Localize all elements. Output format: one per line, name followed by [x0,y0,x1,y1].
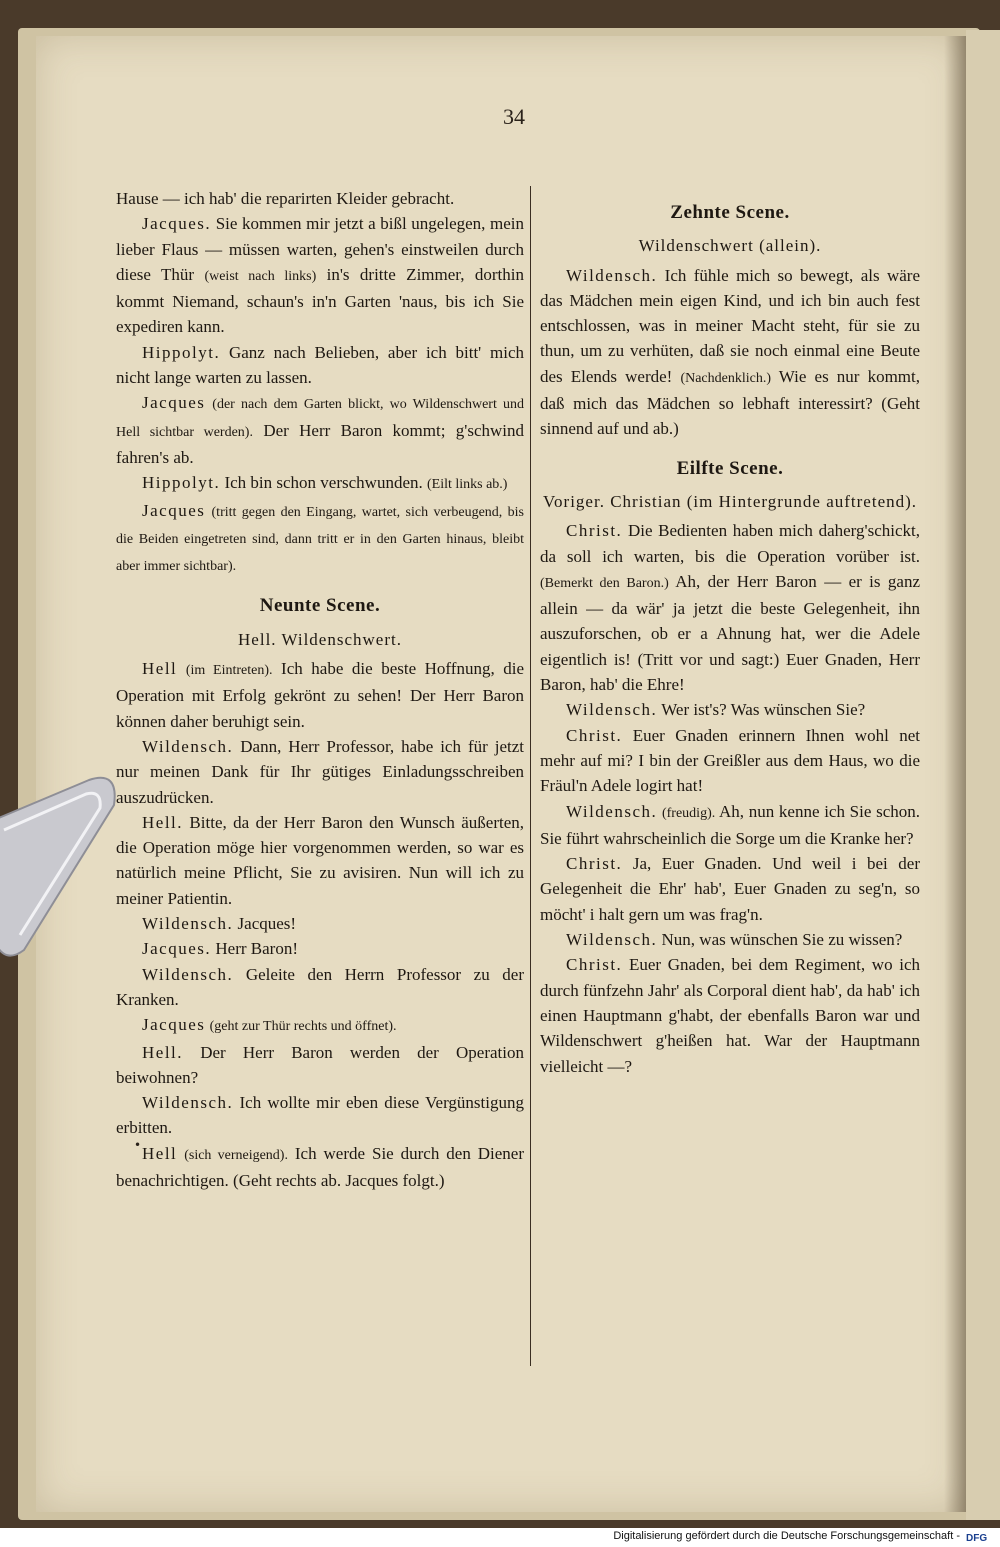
footer-credit: Digitalisierung gefördert durch die Deutsche Forschungsgemeinschaft - [613,1530,960,1542]
speaker-name: Wildensch. [142,914,234,934]
speaker-name: Christ. [566,854,623,874]
speech-text: Ich werde Sie durch den Diener benachrichtigen. (Geht rechts ab. Jacques folgt.) [116,1143,524,1190]
speech-paragraph [116,656,524,734]
speech-paragraph [540,697,920,722]
speech-paragraph [116,498,524,580]
speaker-name: Wildensch. [566,265,658,285]
speaker-name: Wildensch. [566,801,658,821]
next-page-edge [966,30,1000,1520]
speech-paragraph [540,851,920,927]
speech-paragraph [116,390,524,470]
speaker-name: Wildensch. [142,1093,234,1113]
stage-direction: (sich verneigend). [184,1147,288,1163]
speaker-name: Hell. [142,812,184,832]
svg-text:DFG: DFG [966,1533,988,1544]
speech-paragraph [116,911,524,936]
speech-text: Ganz nach Belieben, aber ich bitt' mich nicht lange warten zu lassen. [116,342,524,388]
speech-paragraph [116,1141,524,1194]
continued-text: Hause — ich hab' die reparirten Kleider gebracht. [116,189,455,208]
stage-direction: (geht zur Thür rechts und öffnet). [209,1019,397,1035]
scene-heading: Eilfte Scene. [676,457,784,479]
speech-text: Wer ist's? Was wünschen Sie? [657,700,866,720]
speaker-name: Jacques [142,1015,206,1035]
speech-text: Nun, was wünschen Sie zu wissen? [657,930,903,950]
column-divider [530,186,531,1366]
stage-direction: (Bemerkt den Baron.) [540,575,669,591]
speech-paragraph [540,263,920,442]
page-number: 34 [503,104,525,129]
speech-text: Ah, der Herr Baron — er is ganz allein — da wär' ja jetzt die beste Gelegenheit, ihn auszuforschen, ob er a Ahnung hat, wer die Adele eigentlich is! (Tritt vor und sagt:) Euer Gnaden, Herr Baron, hab' die Ehre! [540,571,920,695]
scene-cast: Wildenschwert (allein). [638,236,822,256]
speech-paragraph [540,723,920,799]
speech-text: Euer Gnaden erinnern Ihnen wohl net mehr auf mi? I bin der Greißler aus dem Haus, wo die Fräul'n Adele logirt hat! [540,725,920,796]
speech-text: Dann, Herr Professor, habe ich für jetzt nur meinen Dank für Ihr gütiges Einladungsschreiben auszudrücken. [116,736,524,807]
speech-paragraph [116,734,524,810]
speaker-name: Christ. [566,725,623,745]
speech-paragraph [116,1012,524,1039]
speech-text: Herr Baron! [211,939,298,959]
speech-paragraph [116,810,524,911]
speech-paragraph [540,927,920,952]
speaker-name: Wildensch. [566,700,658,720]
dfg-logo-icon [964,1530,994,1544]
scene-cast: Hell. Wildenschwert. [238,629,402,649]
speech-paragraph [116,470,524,497]
speaker-name: Hippolyt. [142,342,221,362]
speaker-name: Hippolyt. [142,473,221,493]
speech-text: Jacques! [233,914,297,934]
speech-text: Bitte, da der Herr Baron den Wunsch äußerten, die Operation möge hier vorgenommen werden, so war es natürlich meine Pflicht, Sie zu avisiren. Nun will ich zu meiner Patientin. [116,812,524,908]
speech-text: Ich wollte mir eben diese Vergünstigung erbitten. [116,1093,524,1138]
stage-direction: (tritt gegen den Eingang, wartet, sich verbeugend, bis die Beiden eingetreten sind, dann tritt er in den Garten hinaus, bleibt aber immer sichtbar). [116,504,525,575]
speech-text: Ja, Euer Gnaden. Und weil i bei der Gelegenheit die Ehr' hab', Euer Gnaden zu seg'n, so möcht' i halt gern um was frag'n. [540,854,920,924]
scene-cast: Voriger. Christian (im Hintergrunde auftretend). [542,491,918,511]
footer-bar [0,1528,1000,1547]
speech-paragraph [540,799,920,852]
stage-direction: (Eilt links ab.) [426,477,508,493]
speaker-name: Jacques. [142,939,212,959]
speech-text: Der Herr Baron werden der Operation beiwohnen? [116,1042,524,1087]
stage-direction: (freudig). [661,805,716,821]
speech-paragraph [116,936,524,961]
speaker-name: Hell [142,659,178,679]
speech-paragraph [540,952,920,1078]
speaker-name: Christ. [566,955,623,975]
speech-text [177,659,186,678]
speech-paragraph [116,1040,524,1091]
speech-text: Sie kommen mir jetzt a bißl ungelegen, mein lieber Flaus — müssen warten, gehen's einstweilen durch diese Thür [116,214,524,284]
speech-text: Geleite den Herrn Professor zu der Kranken. [116,964,524,1009]
speech-text: Ich bin schon verschwunden. [220,473,427,493]
stage-direction: (im Eintreten). [185,663,273,679]
page-clip-icon [0,760,124,960]
speech-paragraph [116,962,524,1013]
left-column [116,186,524,1193]
speaker-name: Hell. [142,1042,184,1062]
stage-direction: (der nach dem Garten blickt, wo Wildenschwert und Hell sichtbar werden). [116,397,525,440]
spine-shadow [944,36,966,1512]
speech-text: Ich habe die beste Hoffnung, die Operation mit Erfolg gekrönt zu sehen! Der Herr Baron können daher beruhigt sein. [116,659,524,731]
right-column [540,186,920,1079]
scene-heading: Zehnte Scene. [670,202,790,223]
speech-paragraph [116,340,524,391]
speech-paragraph [116,211,524,339]
speaker-name: Jacques. [142,214,212,234]
stage-direction: (Nachdenklich.) [680,370,772,386]
speech-text: Ah, nun kenne ich Sie schon. Sie führt wahrscheinlich die Sorge um die Kranke her? [540,801,920,848]
speech-text: Der Herr Baron kommt; g'schwind fahren's ab. [116,420,524,467]
margin-mark: • [134,1138,142,1152]
speaker-name: Wildensch. [142,964,234,984]
speaker-name: Jacques [142,393,206,413]
speech-text: Wie es nur kommt, daß mich das Mädchen so lebhaft interessirt? (Geht sinnend auf und ab.) [540,366,920,439]
stage-direction: (weist nach links) [204,268,317,284]
speaker-name: Jacques [142,500,206,520]
speaker-name: Wildensch. [142,736,234,756]
speech-text: Ich fühle mich so bewegt, als wäre das Mädchen mein eigen Kind, und ich bin auch fest entschlossen, was in meiner Macht steht, für sie zu thun, um zu verhüten, daß sie noch einmal eine Beute des Elends werde! [540,265,920,386]
speech-paragraph [540,518,920,697]
speech-text: in's dritte Zimmer, dorthin kommt Niemand, schaun's in'n Garten 'naus, bis ich Sie expediren kann. [116,264,525,337]
speaker-name: Hell [142,1143,178,1163]
speaker-name: Wildensch. [566,930,658,950]
speech-paragraph [116,1090,524,1141]
speaker-name: Christ. [566,521,623,541]
speech-text: Euer Gnaden, bei dem Regiment, wo ich durch fünfzehn Jahr' als Corporal dient hab', da hab' ich einen Hauptmann g'habt, der ebenfalls Baron war und Wildenschwert g'heißen hat. War der Hauptmann vielleicht —? [540,955,920,1076]
speech-text: Die Bedienten haben mich daherg'schickt, da soll ich warten, bis die Operation vorüber ist. [540,521,920,566]
scene-heading: Neunte Scene. [259,595,381,617]
